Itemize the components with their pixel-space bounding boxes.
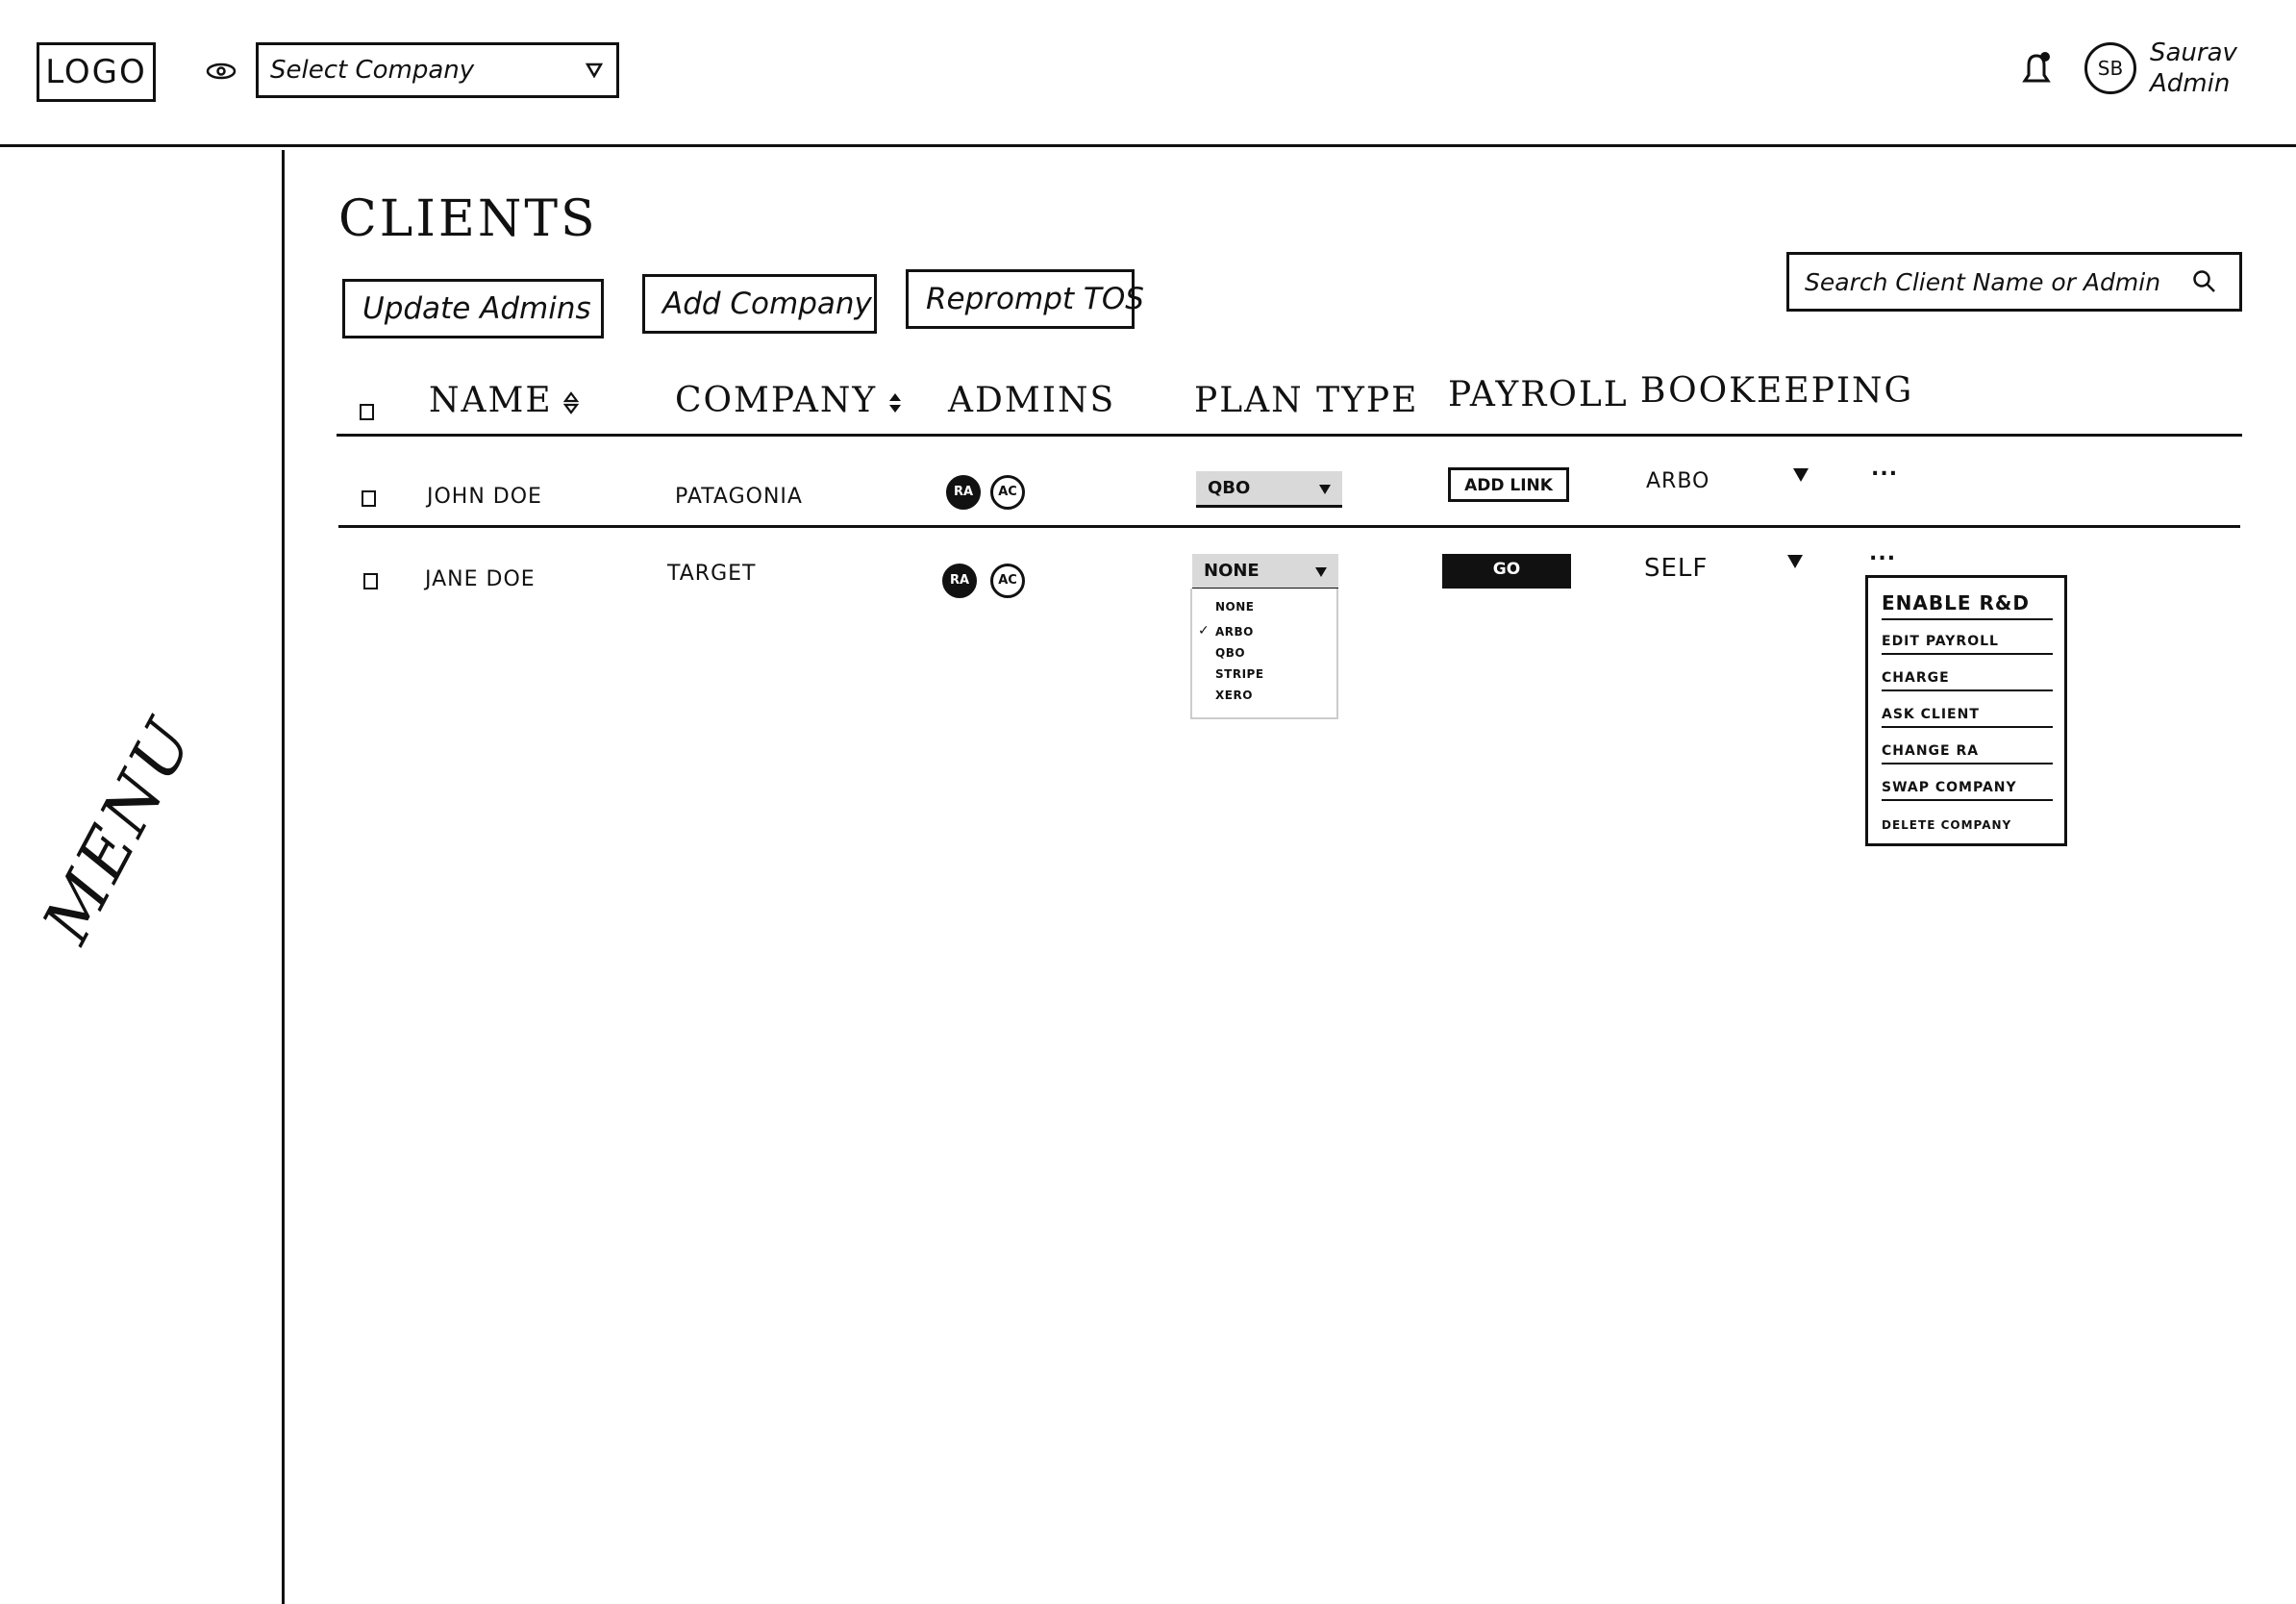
plan-type-value: NONE [1204, 561, 1260, 581]
menu-item-enable-rd[interactable]: ENABLE R&D [1882, 591, 2053, 620]
cell-company: TARGET [667, 562, 757, 586]
column-header-company[interactable] [675, 381, 904, 420]
search-input[interactable] [1789, 255, 2193, 309]
sort-icon[interactable] [886, 390, 904, 415]
sidebar [0, 150, 285, 1604]
plan-type-value: QBO [1208, 478, 1251, 498]
plan-option-qbo[interactable]: QBO [1215, 646, 1246, 660]
plan-type-select[interactable] [1196, 471, 1342, 508]
header-divider [337, 434, 2242, 437]
search-box [1786, 252, 2242, 312]
column-header-payroll: PAYROLL [1448, 375, 1629, 414]
page-title: CLIENTS [338, 190, 598, 248]
reprompt-tos-button[interactable]: Reprompt TOS [906, 269, 1135, 329]
cell-company: PATAGONIA [675, 485, 803, 509]
plan-type-select[interactable] [1192, 554, 1338, 590]
plan-option-stripe[interactable]: STRIPE [1215, 667, 1264, 681]
company-select-value: Select Company [270, 56, 475, 85]
row-checkbox[interactable] [363, 573, 378, 589]
cell-bookkeeping: ARBO [1646, 469, 1710, 493]
logo[interactable]: LOGO [37, 42, 156, 102]
update-admins-button[interactable]: Update Admins [342, 279, 604, 338]
expand-icon[interactable] [1786, 554, 1804, 571]
row-divider [338, 525, 2240, 528]
column-header-company-label: COMPANY [675, 381, 878, 420]
menu-item-charge[interactable]: CHARGE [1882, 670, 2053, 691]
row-action-menu [1865, 575, 2067, 846]
avatar[interactable]: SB [2084, 42, 2136, 94]
user-name: Saurav [2150, 38, 2237, 67]
company-select[interactable] [256, 42, 619, 98]
plan-type-dropdown [1190, 589, 1338, 719]
check-icon: ✓ [1198, 623, 1210, 639]
column-header-plan-type: PLAN TYPE [1194, 381, 1419, 420]
bell-icon[interactable] [2017, 48, 2056, 90]
cell-name[interactable]: JOHN DOE [427, 485, 542, 509]
column-header-name-label: NAME [429, 381, 553, 420]
go-button[interactable]: GO [1442, 554, 1571, 589]
admin-avatar[interactable]: AC [990, 564, 1025, 598]
more-icon[interactable]: ... [1871, 457, 1899, 481]
cell-bookkeeping: SELF [1644, 554, 1709, 583]
plan-option-none[interactable]: NONE [1215, 600, 1255, 614]
column-header-name[interactable] [429, 381, 580, 420]
cell-name[interactable]: JANE DOE [425, 567, 536, 591]
caret-down-icon [1319, 485, 1331, 494]
admin-avatar[interactable]: RA [946, 475, 981, 510]
menu-item-change-ra[interactable]: CHANGE RA [1882, 743, 2053, 764]
menu-item-ask-client[interactable]: ASK CLIENT [1882, 707, 2053, 728]
plan-option-xero[interactable]: XERO [1215, 689, 1253, 702]
row-checkbox[interactable] [362, 490, 376, 507]
caret-down-icon [1315, 567, 1327, 577]
search-icon[interactable] [2191, 268, 2218, 295]
menu-item-swap-company[interactable]: SWAP COMPANY [1882, 780, 2053, 801]
user-role: Admin [2150, 69, 2231, 98]
sort-icon[interactable] [562, 390, 580, 415]
admin-avatar[interactable]: RA [942, 564, 977, 598]
expand-icon[interactable] [1792, 467, 1809, 485]
add-company-button[interactable]: Add Company [642, 274, 877, 334]
add-link-button[interactable]: ADD LINK [1448, 467, 1569, 502]
menu-label[interactable]: MENU [29, 705, 211, 956]
column-header-admins: ADMINS [948, 381, 1116, 420]
more-icon[interactable]: ... [1869, 541, 1897, 565]
menu-item-edit-payroll[interactable]: EDIT PAYROLL [1882, 634, 2053, 655]
admin-avatar[interactable]: AC [990, 475, 1025, 510]
select-all-checkbox[interactable] [360, 404, 374, 420]
eye-icon[interactable] [206, 62, 237, 81]
column-header-bookkeeping: BOOKEEPING [1640, 371, 1914, 411]
plan-option-arbo[interactable]: ARBO [1215, 625, 1254, 639]
menu-item-delete-company[interactable]: DELETE COMPANY [1882, 818, 2012, 832]
top-bar [0, 0, 2296, 147]
chevron-down-icon [586, 63, 603, 78]
